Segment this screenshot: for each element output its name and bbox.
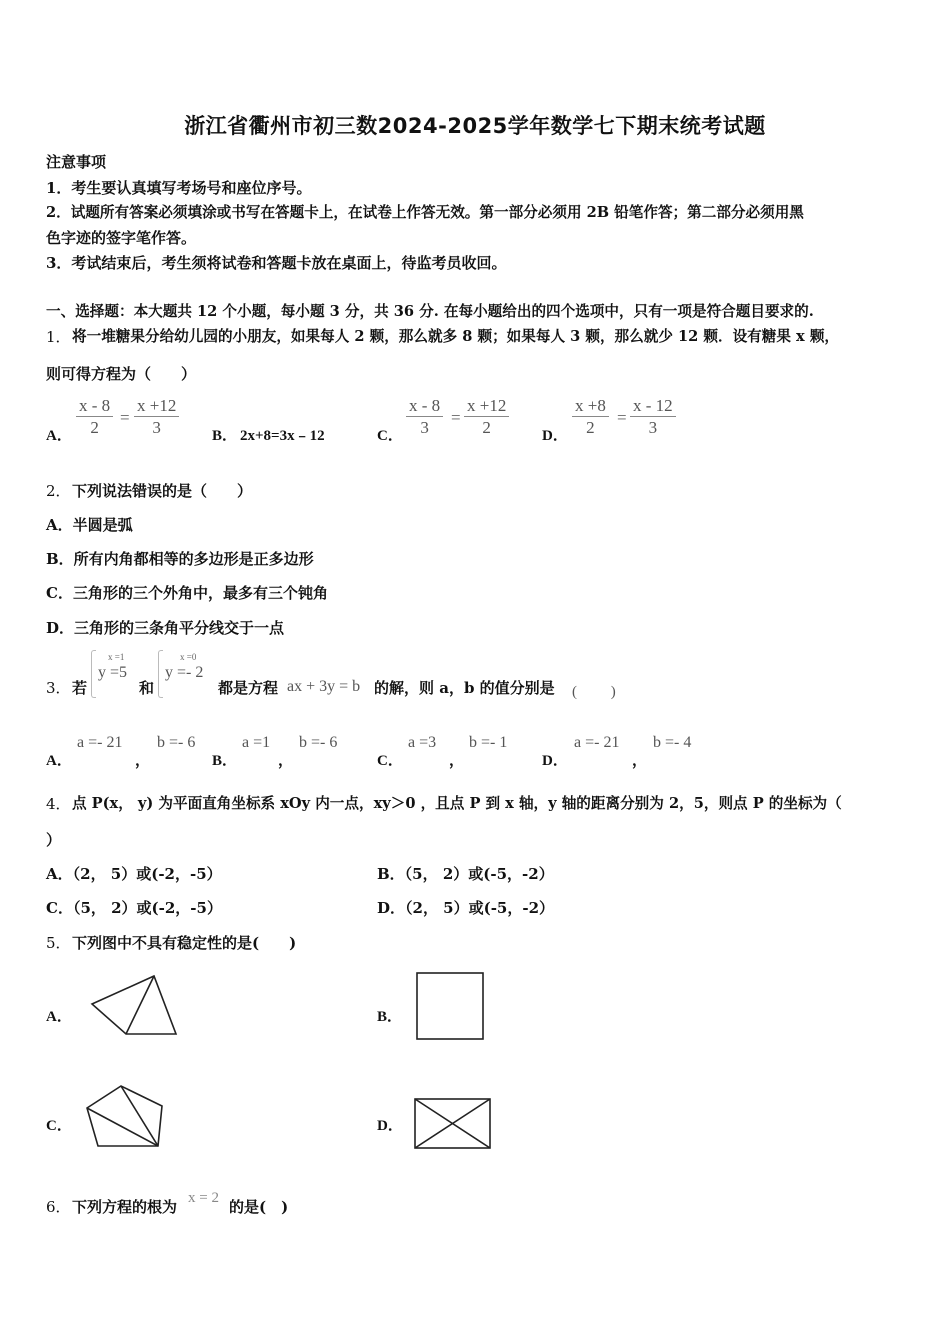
q2-stem: 下列说法错误的是（ ） — [72, 482, 253, 500]
fraction-numerator: x +8 — [575, 396, 606, 415]
q1-option-d-left-fraction — [572, 396, 609, 439]
q3-equation: ax + 3y = b — [287, 678, 361, 695]
q1-option-a-label[interactable]: A． — [46, 428, 72, 444]
q2-option-c[interactable]: C．三角形的三个外角中，最多有三个钝角 — [46, 584, 328, 602]
q4-option-a[interactable]: A．（2， 5）或(-2，-5） — [46, 865, 222, 883]
fraction-denominator: 2 — [482, 418, 491, 437]
q3-answer-paren: ( ) — [572, 684, 616, 700]
q3-option-a-label[interactable]: A． — [46, 753, 72, 769]
q5-option-c-label[interactable]: C． — [46, 1118, 72, 1134]
q3-suffix: 的解，则 a，b 的值分别是 — [374, 679, 555, 697]
q5-option-a-label[interactable]: A． — [46, 1009, 72, 1025]
fraction-denominator: 3 — [420, 418, 429, 437]
q3-option-d-value-a: a =- 21 — [574, 734, 620, 751]
q4-option-b[interactable]: B．（5， 2）或(-5，-2） — [377, 865, 554, 883]
q1-option-d-right-fraction — [630, 396, 676, 439]
q6-equation: x = 2 — [188, 1190, 219, 1206]
q3-option-b-label[interactable]: B． — [212, 753, 238, 769]
q4-number: 4． — [46, 795, 71, 813]
notice-item-2-line-1: 2．试题所有答案必须填涂或书写在答题卡上，在试卷上作答无效。第一部分必须用 2B 铅笔作答；第二部分必须用黑 — [46, 204, 804, 221]
q3-middle-text: 都是方程 — [218, 679, 279, 697]
notice-item-3: 3．考试结束后，考生须将试卷和答题卡放在桌面上，待监考员收回。 — [46, 254, 507, 272]
q1-option-a-right-fraction — [134, 396, 179, 439]
q3-option-d-comma: ， — [632, 753, 648, 769]
q3-number: 3． — [46, 679, 71, 697]
quadrilateral-shape — [92, 976, 176, 1034]
q1-option-c-left-fraction — [406, 396, 443, 439]
pentagon-shape — [87, 1086, 162, 1146]
q3-prefix: 若 — [72, 679, 88, 697]
fraction-denominator: 3 — [648, 418, 658, 437]
notice-item-2-line-2: 色字迹的签字笔作答。 — [46, 229, 197, 247]
q6-suffix: 的是( ) — [229, 1198, 289, 1216]
q6-prefix: 下列方程的根为 — [72, 1198, 178, 1216]
q3-option-d-label[interactable]: D． — [542, 753, 568, 769]
square-shape — [417, 973, 483, 1039]
q2-option-b[interactable]: B．所有内角都相等的多边形是正多边形 — [46, 550, 314, 568]
q3-option-b-value-b: b =- 6 — [299, 734, 338, 751]
q5-option-b-figure — [416, 972, 484, 1042]
q5-number: 5． — [46, 934, 71, 952]
q1-option-a-left-fraction — [76, 396, 113, 439]
notice-heading: 注意事项 — [46, 153, 107, 171]
diagonal-line — [126, 976, 154, 1034]
diagonal-line-1 — [87, 1108, 158, 1146]
fraction-numerator: x - 8 — [79, 396, 111, 415]
q1-number: 1． — [46, 328, 71, 346]
q3-option-c-label[interactable]: C． — [377, 753, 403, 769]
q1-option-b-label[interactable]: B． — [212, 428, 238, 444]
q3-system-1-bottom: y =5 — [98, 664, 128, 681]
q5-option-b-label[interactable]: B． — [377, 1009, 403, 1025]
q1-option-c-label[interactable]: C． — [377, 428, 403, 444]
q4-option-d[interactable]: D．（2， 5）或(-5，-2） — [377, 899, 555, 917]
fraction-numerator: x - 12 — [633, 396, 673, 415]
q1-option-c-equals: = — [451, 408, 461, 427]
q3-system-1-top: x =1 — [108, 652, 125, 662]
q3-system-2-top: x =0 — [180, 652, 197, 662]
q5-option-c-figure — [84, 1084, 166, 1148]
fraction-numerator: x - 8 — [409, 396, 441, 415]
q3-option-a-comma: ， — [135, 753, 151, 769]
q4-option-c[interactable]: C．（5， 2）或(-2，-5） — [46, 899, 222, 917]
q4-stem-line-1: 点 P(x， y) 为平面直角坐标系 xOy 内一点，xy＞0 ，且点 P 到 x 轴，y 轴的距离分别为 2，5，则点 P 的坐标为（ — [72, 795, 842, 812]
fraction-denominator: 3 — [152, 418, 161, 437]
q1-option-d-equals: = — [617, 408, 627, 427]
q1-option-b-text: 2x+8=3x﹣12 — [240, 428, 325, 444]
section-heading: 一、选择题：本大题共 12 个小题，每小题 3 分，共 36 分. 在每小题给出的四个选项中，只有一项是符合题目要求的. — [46, 303, 814, 320]
fraction-denominator: 2 — [90, 418, 99, 437]
fraction-denominator: 2 — [586, 418, 595, 437]
q3-option-b-comma: ， — [278, 753, 294, 769]
q2-option-d[interactable]: D．三角形的三条角平分线交于一点 — [46, 619, 285, 637]
q6-number: 6． — [46, 1198, 71, 1216]
notice-item-1: 1．考生要认真填写考场号和座位序号。 — [46, 179, 312, 197]
fraction-numerator: x +12 — [137, 396, 177, 415]
q1-option-a-equals: = — [120, 408, 130, 427]
q3-option-c-value-a: a =3 — [408, 734, 437, 751]
q1-stem-line-1: 将一堆糖果分给幼儿园的小朋友，如果每人 2 颗，那么就多 8 颗；如果每人 3 颗，那么就少 12 颗．设有糖果 x 颗， — [72, 328, 840, 345]
q4-stem-line-2: ） — [46, 831, 62, 849]
q3-system-2-brace — [158, 650, 163, 698]
q3-option-b-value-a: a =1 — [242, 734, 271, 751]
q3-option-d-value-b: b =- 4 — [653, 734, 692, 751]
q1-option-c-right-fraction — [464, 396, 509, 439]
q3-option-c-comma: ， — [449, 753, 465, 769]
q3-system-1-brace — [91, 650, 96, 698]
q5-option-a-figure — [88, 974, 180, 1036]
q5-option-d-label[interactable]: D． — [377, 1118, 403, 1134]
q2-number: 2． — [46, 482, 71, 500]
q5-option-d-figure — [414, 1098, 492, 1150]
q3-system-2-bottom: y =- 2 — [165, 664, 204, 681]
page-title: 浙江省衢州市初三数2024-2025学年数学七下期末统考试题 — [184, 114, 766, 138]
q1-option-d-label[interactable]: D． — [542, 428, 568, 444]
q3-and: 和 — [139, 679, 155, 697]
q3-option-a-value-b: b =- 6 — [157, 734, 196, 751]
q5-stem: 下列图中不具有稳定性的是( ) — [72, 934, 297, 952]
fraction-numerator: x +12 — [467, 396, 507, 415]
q2-option-a[interactable]: A．半圆是弧 — [46, 516, 133, 534]
q3-option-a-value-a: a =- 21 — [77, 734, 123, 751]
q3-option-c-value-b: b =- 1 — [469, 734, 508, 751]
q1-stem-line-2: 则可得方程为（ ） — [46, 365, 197, 383]
